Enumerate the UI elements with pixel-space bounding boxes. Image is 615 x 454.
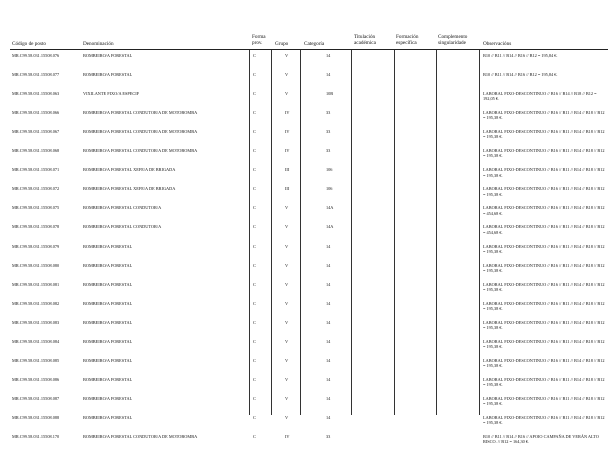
- cell-forma: C: [253, 243, 256, 249]
- cell-observacions: LABORAL FIXO-DESCONTINUO // B16 // B11 // B14 // B18 // B12 = 195,38 €.: [483, 414, 605, 426]
- header-denominacion: Denominación: [83, 41, 114, 47]
- table-row: [0, 110, 615, 130]
- table-row: [0, 301, 615, 321]
- cell-categoria: 14: [326, 53, 331, 58]
- cell-observacions: LABORAL FIXO-DESCONTINUO // B16 // B11 // B14 // B18 // B12 = 195,38 €.: [483, 148, 605, 159]
- cell-categoria: 106: [326, 167, 333, 173]
- cell-categoria: 33: [326, 129, 331, 135]
- cell-forma: C: [253, 357, 256, 363]
- cell-grupo: V: [285, 300, 289, 306]
- cell-codigo: MR.C99.58.031.15508.079: [12, 243, 60, 249]
- cell-forma: C: [253, 205, 256, 211]
- cell-codigo: MR.C99.58.031.15508.080: [12, 262, 60, 268]
- cell-forma: C: [253, 319, 256, 325]
- cell-denominacion: BOMBEIRO/A FORESTAL: [83, 376, 133, 382]
- cell-denominacion: BOMBEIRO/A FORESTAL CONDUTOR/A DE MOTOBOMBA: [83, 129, 198, 135]
- cell-grupo: V: [285, 357, 289, 363]
- cell-denominacion: BOMBEIRO/A FORESTAL CONDUTOR/A DE MOTOBOMBA: [83, 110, 198, 116]
- cell-forma: C: [253, 395, 256, 401]
- cell-codigo: MR.C99.58.031.15508.083: [12, 319, 60, 325]
- cell-codigo: MR.C99.58.031.15508.086: [12, 376, 60, 382]
- cell-denominacion: BOMBEIRO/A FORESTAL: [83, 243, 133, 249]
- cell-observacions: LABORAL FIXO-DESCONTINUO // B16 // B11 // B14 // B18 // B12 = 195,38 €.: [483, 129, 605, 140]
- cell-grupo: IV: [285, 434, 290, 439]
- cell-grupo: III: [285, 186, 290, 192]
- cell-observacions: LABORAL FIXO-DESCONTINUO // B16 // B11 // B14 // B18 // B12 = 195,38 €.: [483, 167, 605, 178]
- cell-denominacion: BOMBEIRO/A FORESTAL: [83, 262, 133, 268]
- cell-denominacion: BOMBEIRO/A FORESTAL: [83, 53, 133, 58]
- cell-forma: C: [253, 72, 256, 78]
- cell-grupo: IV: [285, 148, 290, 154]
- header-complemento-line1: Complemento: [438, 34, 468, 40]
- cell-forma: C: [253, 224, 256, 230]
- cell-forma: C: [253, 262, 256, 268]
- cell-codigo: MR.C99.58.031.15508.085: [12, 357, 60, 363]
- cell-codigo: MR.C99.58.031.15508.087: [12, 395, 60, 401]
- cell-codigo: MR.C99.58.031.15508.071: [12, 167, 60, 173]
- cell-grupo: V: [285, 53, 289, 58]
- cell-denominacion: BOMBEIRO/A FORESTAL: [83, 395, 133, 401]
- cell-observacions: LABORAL FIXO-DESCONTINUO // B16 // B11 // B14 // B18 // B12 = 195,38 €.: [483, 281, 605, 292]
- cell-categoria: 14: [326, 281, 331, 287]
- table-row: [0, 263, 615, 283]
- cell-grupo: V: [285, 376, 289, 382]
- header-titulacion: [354, 35, 376, 46]
- cell-codigo: MR.C99.58.031.15508.063: [12, 91, 60, 97]
- header-observacions: Observacións: [483, 41, 512, 47]
- cell-categoria: 14: [326, 243, 331, 249]
- cell-observacions: LABORAL FIXO-DESCONTINUO // B16 // B11 // B14 // B18 // B12 = 195,38 €.: [483, 357, 605, 368]
- table-row: [0, 167, 615, 187]
- cell-categoria: 14: [326, 395, 331, 401]
- table-row: [0, 205, 615, 225]
- cell-categoria: 14: [326, 262, 331, 268]
- cell-denominacion: VIXILANTE FIXO/A ESPECIF: [83, 91, 140, 97]
- cell-denominacion: BOMBEIRO/A FORESTAL XEFE/A DE BRIGADA: [83, 186, 176, 192]
- header-titulacion-line1: Titulación: [354, 34, 376, 40]
- cell-observacions: LABORAL FIXO-DESCONTINUO // B16 // B11 // B14 // B18 // B12 = 195,38 €.: [483, 262, 605, 273]
- cell-grupo: V: [285, 205, 289, 211]
- cell-observacions: LABORAL FIXO-DESCONTINUO // B16 // B11 // B14 // B18 // B12 = 195,38 €.: [483, 186, 605, 197]
- cell-observacions: LABORAL FIXO-DESCONTINUO // B16 // B11 // B14 // B18 // B12 = 195,38 €.: [483, 376, 605, 388]
- cell-observacions: B10 // B11 // B14 // B16 // B12 = 195,84 €.: [483, 53, 558, 58]
- header-forma-line1: Forma: [252, 34, 266, 40]
- cell-denominacion: BOMBEIRO/A FORESTAL: [83, 319, 133, 325]
- table-row: [0, 358, 615, 378]
- cell-categoria: 14A: [326, 224, 334, 230]
- cell-forma: C: [253, 281, 256, 287]
- cell-codigo: MR.C99.58.031.15508.082: [12, 300, 60, 306]
- table-row: [0, 320, 615, 340]
- cell-denominacion: BOMBEIRO/A FORESTAL CONDUTOR/A DE MOTOBOMBA: [83, 434, 198, 439]
- cell-categoria: 14: [326, 319, 331, 325]
- cell-codigo: MR.C99.58.031.15508.077: [12, 72, 60, 78]
- cell-forma: C: [253, 300, 256, 306]
- cell-denominacion: BOMBEIRO/A FORESTAL: [83, 414, 133, 420]
- cell-denominacion: BOMBEIRO/A FORESTAL: [83, 281, 133, 287]
- cell-denominacion: BOMBEIRO/A FORESTAL: [83, 338, 133, 344]
- table-row: [0, 415, 615, 435]
- cell-forma: C: [253, 129, 256, 135]
- header-complemento: [438, 35, 467, 46]
- cell-codigo: MR.C99.58.031.15508.076: [12, 53, 60, 58]
- cell-denominacion: BOMBEIRO/A FORESTAL: [83, 72, 133, 78]
- cell-grupo: V: [285, 395, 289, 401]
- table-row: [0, 377, 615, 397]
- cell-observacions: B10 // B11 // B14 // B16 // B12 = 195,84 €.: [483, 72, 558, 78]
- cell-categoria: 10B: [326, 91, 334, 97]
- table-row: [0, 396, 615, 416]
- cell-forma: C: [253, 376, 256, 382]
- cell-categoria: 14: [326, 338, 331, 344]
- cell-observacions: LABORAL FIXO-DESCONTINUO // B16 // B11 // B14 // B18 // B12 = 195,38 €.: [483, 395, 605, 407]
- cell-codigo: MR.C99.58.031.15508.081: [12, 281, 60, 287]
- cell-codigo: MR.C99.58.031.15508.067: [12, 129, 60, 135]
- cell-observacions: LABORAL FIXO-DESCONTINUO // B16 // B11 // B14 // B18 // B12 = 195,38 €.: [483, 243, 605, 254]
- cell-observacions: LABORAL FIXO-DESCONTINUO // B16 // B11 // B14 // B18 // B12 = 195,38 €.: [483, 300, 605, 311]
- cell-observacions: LABORAL FIXO-DESCONTINUO // B16 // B14 // B18 // B12 = 192,05 €.: [483, 91, 597, 102]
- cell-grupo: V: [285, 243, 289, 249]
- cell-forma: C: [253, 434, 256, 439]
- cell-categoria: 106: [326, 186, 333, 192]
- table-row: [0, 148, 615, 168]
- cell-grupo: V: [285, 281, 289, 287]
- header-grupo: Grupo: [275, 41, 289, 47]
- cell-denominacion: BOMBEIRO/A FORESTAL CONDUTOR/A DE MOTOBOMBA: [83, 148, 198, 154]
- cell-codigo: MR.C99.58.031.15508.072: [12, 186, 60, 192]
- cell-categoria: 14: [326, 357, 331, 363]
- header-formacion: [396, 35, 418, 46]
- cell-observacions: LABORAL FIXO-DESCONTINUO // B16 // B11 // B14 // B18 // B12 = 454,68 €.: [483, 224, 605, 235]
- table-row: [0, 91, 615, 111]
- cell-categoria: 33: [326, 110, 331, 116]
- cell-observacions: B10 // B11 // B14 // B16 // APOIO CAMPAÑA DE VERÁN ALTO RISCO. // B12 = 164,30 €.: [483, 434, 599, 445]
- cell-grupo: IV: [285, 110, 290, 116]
- header-categoria: Categoría: [304, 41, 325, 47]
- cell-codigo: MR.C99.58.031.15508.078: [12, 224, 60, 230]
- table-row: [0, 244, 615, 264]
- header-forma-line2: prov.: [252, 39, 263, 46]
- header-codigo: Código de posto: [12, 41, 47, 47]
- cell-codigo: MR.C99.58.031.15508.068: [12, 148, 60, 154]
- cell-categoria: 14A: [326, 205, 334, 211]
- table-row: [0, 53, 615, 73]
- cell-grupo: V: [285, 72, 289, 78]
- cell-forma: C: [253, 53, 256, 58]
- cell-codigo: MR.C99.58.031.15508.088: [12, 414, 60, 420]
- cell-categoria: 14: [326, 300, 331, 306]
- table-row: [0, 282, 615, 302]
- cell-forma: C: [253, 186, 256, 192]
- cell-categoria: 33: [326, 434, 331, 439]
- cell-categoria: 33: [326, 148, 331, 154]
- table-row: [0, 224, 615, 244]
- cell-grupo: V: [285, 414, 289, 420]
- cell-denominacion: BOMBEIRO/A FORESTAL CONDUTOR/A: [83, 205, 162, 211]
- table-row: [0, 186, 615, 206]
- cell-forma: C: [253, 167, 256, 173]
- cell-codigo: MR.C99.58.031.15508.066: [12, 110, 60, 116]
- cell-observacions: LABORAL FIXO-DESCONTINUO // B16 // B11 // B14 // B18 // B12 = 454,68 €.: [483, 205, 605, 216]
- cell-forma: C: [253, 91, 256, 97]
- table-row: [0, 129, 615, 149]
- cell-forma: C: [253, 110, 256, 116]
- cell-categoria: 14: [326, 72, 331, 78]
- cell-codigo: MR.C99.58.031.15508.084: [12, 338, 60, 344]
- cell-grupo: V: [285, 91, 289, 97]
- cell-codigo: MR.C99.58.031.15508.075: [12, 205, 60, 211]
- cell-categoria: 14: [326, 376, 331, 382]
- cell-denominacion: BOMBEIRO/A FORESTAL XEFE/A DE BRIGADA: [83, 167, 176, 173]
- cell-forma: C: [253, 148, 256, 154]
- header-formacion-line2: específica: [396, 39, 417, 46]
- cell-denominacion: BOMBEIRO/A FORESTAL CONDUTOR/A: [83, 224, 162, 230]
- header-titulacion-line2: académica: [354, 39, 376, 46]
- table-row: [0, 72, 615, 92]
- cell-grupo: V: [285, 319, 289, 325]
- cell-grupo: III: [285, 167, 290, 173]
- cell-grupo: IV: [285, 129, 290, 135]
- cell-grupo: V: [285, 224, 289, 230]
- cell-forma: C: [253, 338, 256, 344]
- header-divider: [10, 49, 608, 50]
- cell-observacions: LABORAL FIXO-DESCONTINUO // B16 // B11 // B14 // B18 // B12 = 195,38 €.: [483, 319, 605, 330]
- cell-observacions: LABORAL FIXO-DESCONTINUO // B16 // B11 // B14 // B18 // B12 = 195,38 €.: [483, 338, 605, 349]
- cell-forma: C: [253, 414, 256, 420]
- header-forma: [252, 35, 266, 46]
- table-row: [0, 434, 615, 454]
- header-formacion-line1: Formación: [396, 34, 419, 40]
- cell-denominacion: BOMBEIRO/A FORESTAL: [83, 357, 133, 363]
- cell-categoria: 14: [326, 414, 331, 420]
- table-row: [0, 339, 615, 359]
- cell-grupo: V: [285, 262, 289, 268]
- header-complemento-line2: singularidade: [438, 39, 466, 46]
- cell-observacions: LABORAL FIXO-DESCONTINUO // B16 // B11 // B14 // B18 // B12 = 195,38 €.: [483, 110, 605, 121]
- cell-grupo: V: [285, 338, 289, 344]
- cell-denominacion: BOMBEIRO/A FORESTAL: [83, 300, 133, 306]
- cell-codigo: MR.C99.58.031.15508.170: [12, 434, 60, 439]
